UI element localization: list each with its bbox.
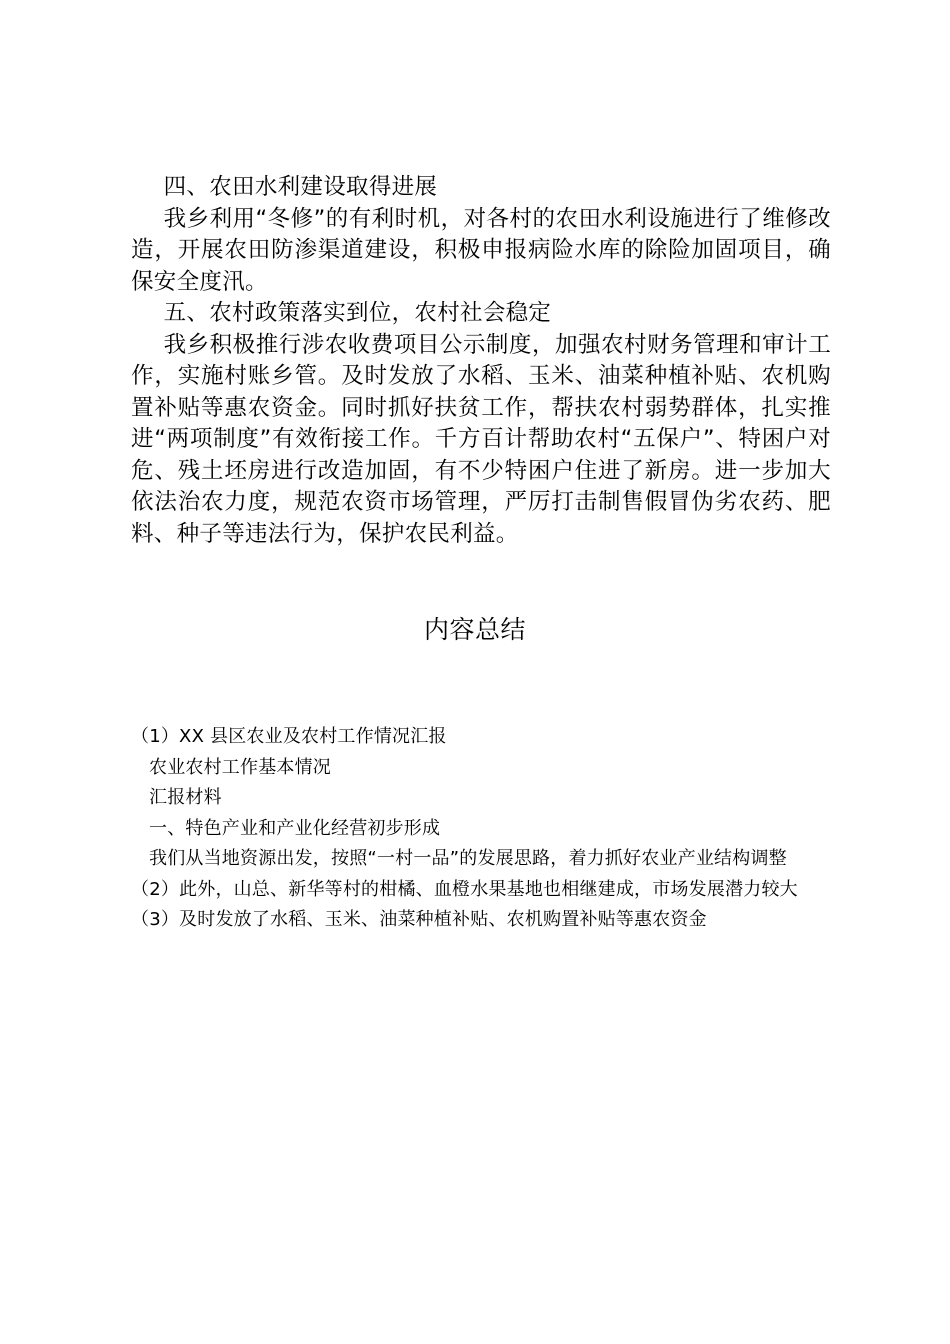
section-body-policy: 我乡积极推行涉农收费项目公示制度，加强农村财务管理和审计工作，实施村账乡管。及时发放了水稻、玉米、油菜种植补贴、农机购置补贴等惠农资金。同时抓好扶贫工作，帮扶农村弱势群体，扎实推进“两项制度”有效衔接工作。千方百计帮助农村“五保户”、特困户对危、残土坯房进行改造加固，有不少特困户住进了新房。进一步加大依法治农力度，规范农资市场管理，严厉打击制售假冒伪劣农药、肥料、种子等违法行为，保护农民利益。: [131, 331, 831, 547]
summary-list: [131, 722, 831, 936]
section-body-irrigation: 我乡利用“冬修”的有利时机，对各村的农田水利设施进行了维修改造，开展农田防渗渠道建设，积极申报病险水库的除险加固项目，确保安全度汛。: [131, 205, 831, 295]
summary-subitem-resources: 我们从当地资源出发，按照“一村一品”的发展思路，着力抓好农业产业结构调整: [149, 848, 787, 869]
summary-subitem-industry: 一、特色产业和产业化经营初步形成: [149, 817, 441, 839]
section-heading-policy: 五、农村政策落实到位，农村社会稳定: [163, 300, 552, 326]
summary-item-3: （3）及时发放了水稻、玉米、油菜种植补贴、农机购置补贴等惠农资金: [131, 909, 707, 930]
summary-subitem-basic-situation: 农业农村工作基本情况: [149, 756, 331, 778]
section-heading-irrigation: 四、农田水利建设取得进展: [163, 174, 438, 200]
summary-item-1: （1）XX 县区农业及农村工作情况汇报: [131, 726, 447, 747]
document-body: [131, 172, 831, 550]
summary-item-2: （2）此外，山总、新华等村的柑橘、血橙水果基地也相继建成，市场发展潜力较大: [131, 878, 798, 900]
summary-title: 内容总结: [423, 615, 526, 644]
summary-subitem-report-material: 汇报材料: [149, 787, 222, 808]
